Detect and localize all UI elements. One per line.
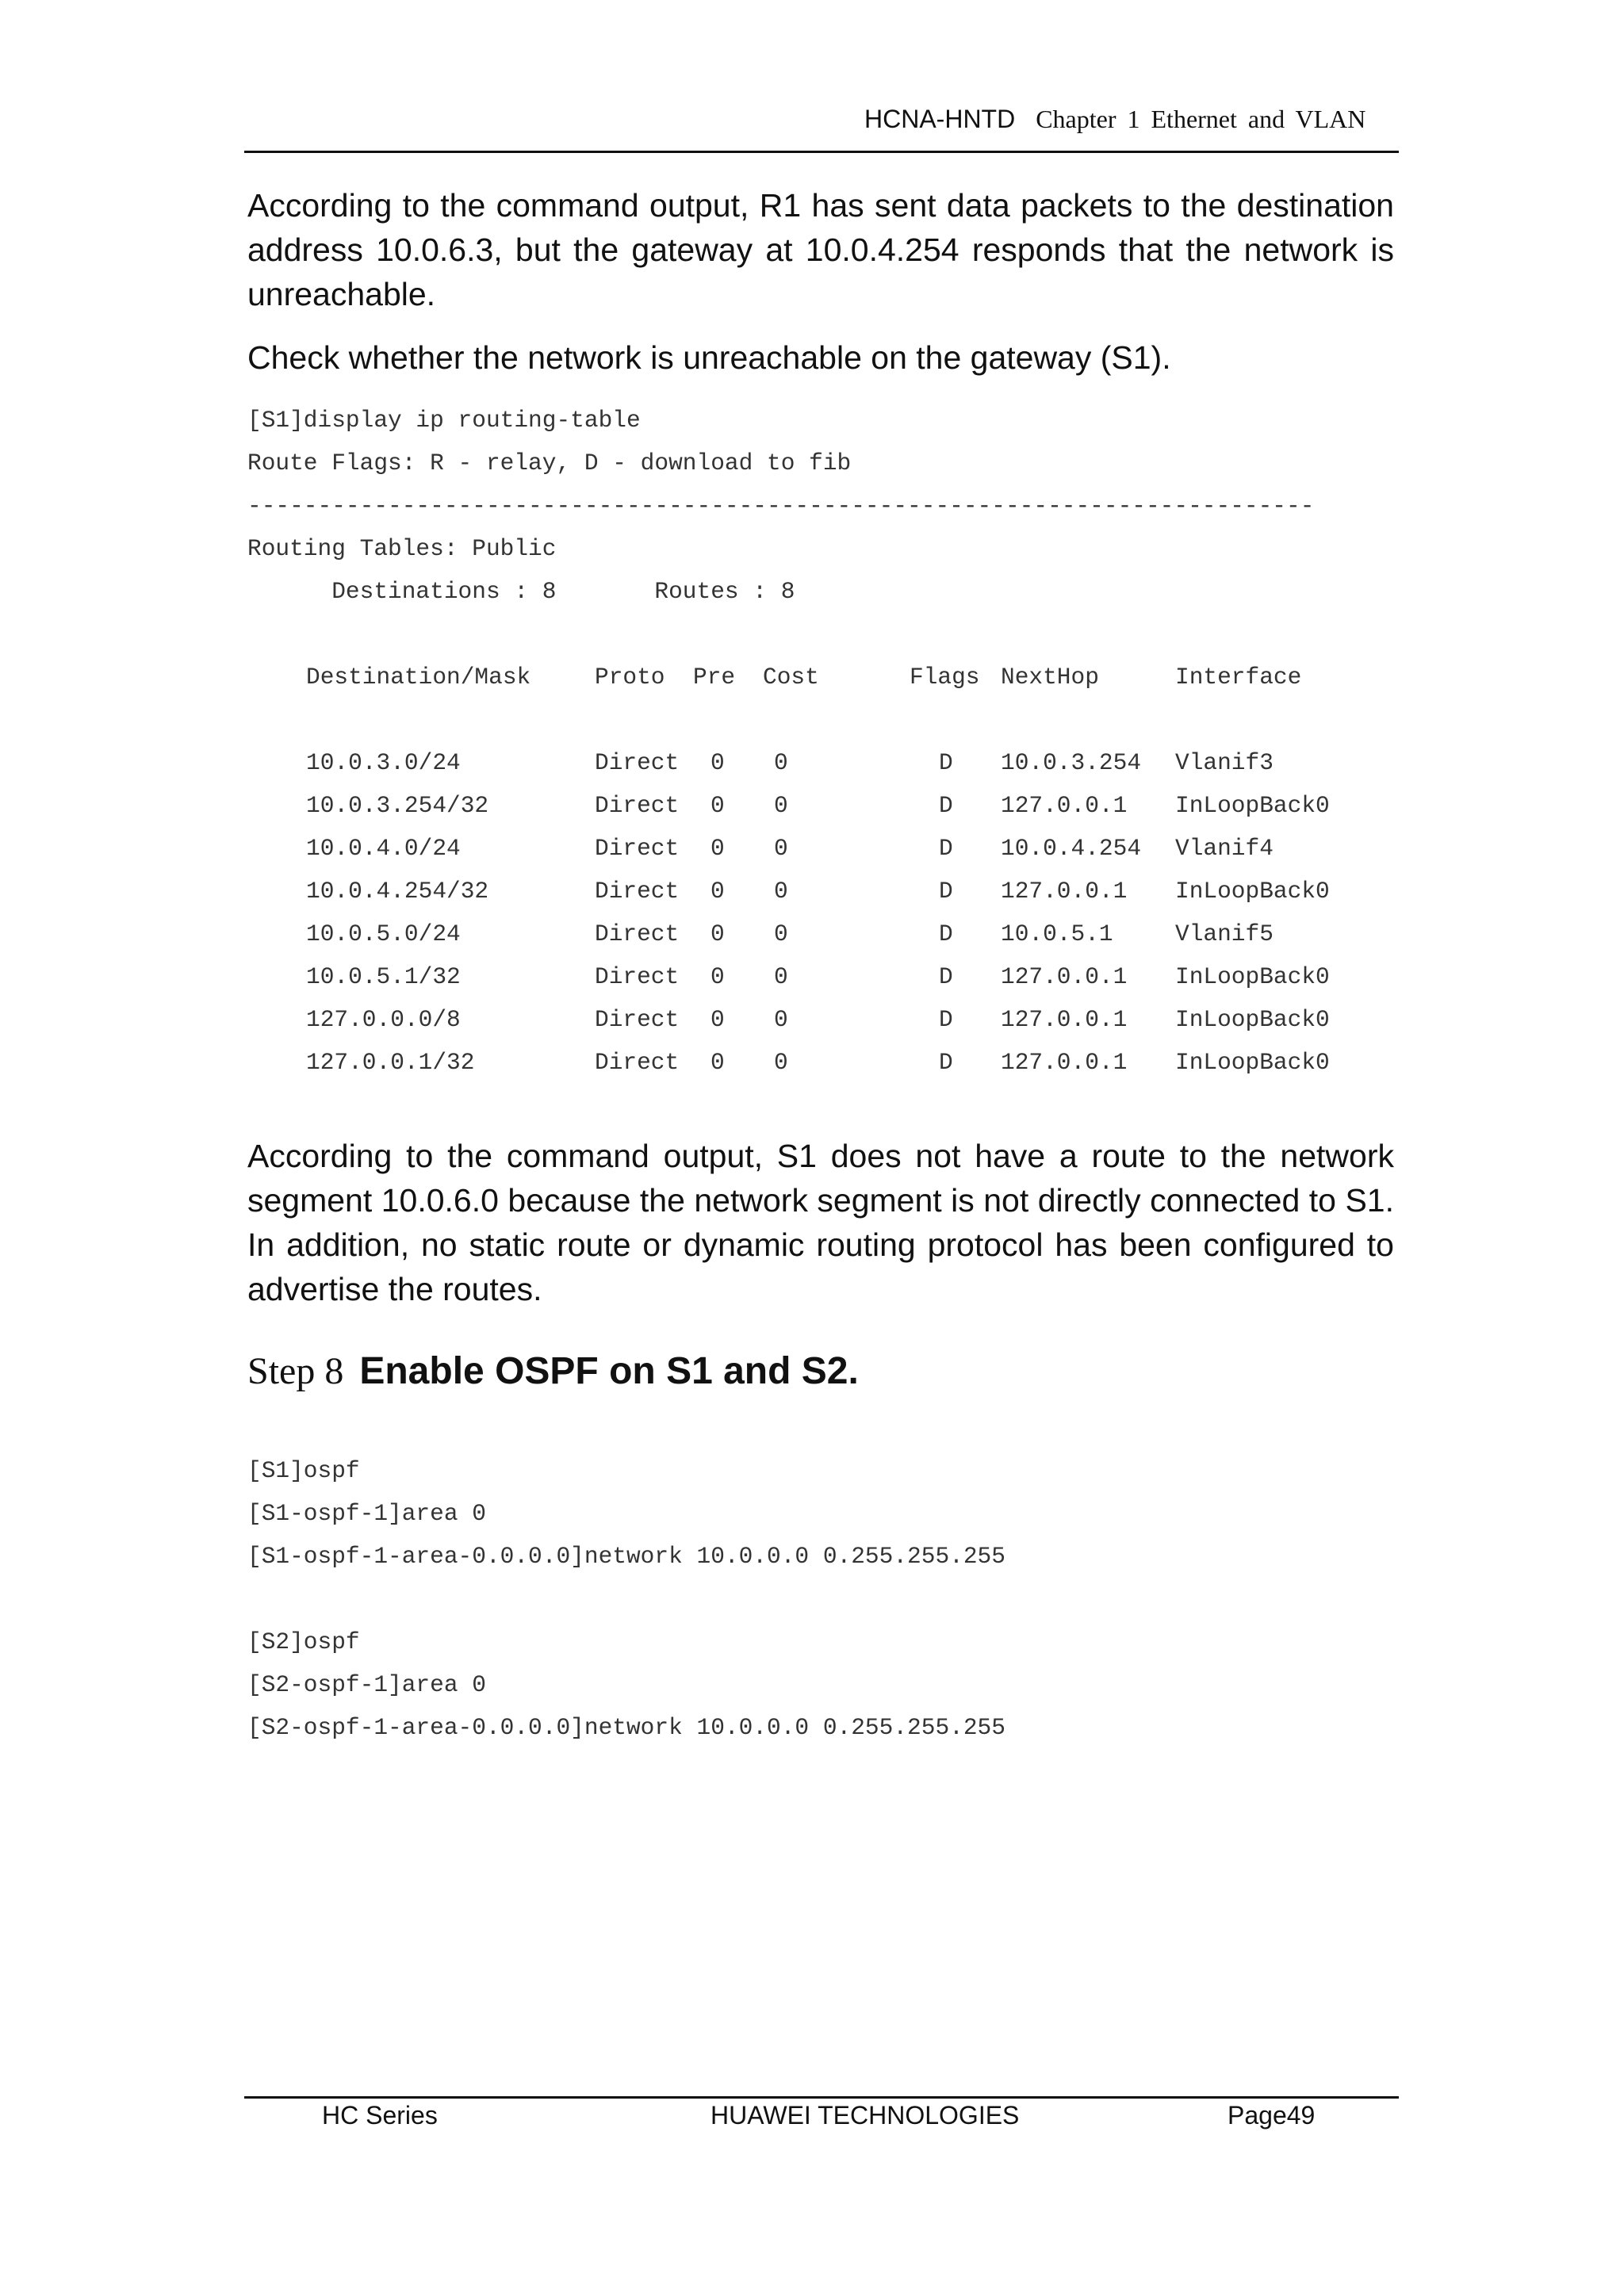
cell-nexthop: 127.0.0.1 xyxy=(1001,792,1128,819)
routing-table-header xyxy=(247,656,1397,698)
cell-flags: D xyxy=(939,920,953,947)
cell-proto: Direct xyxy=(595,749,680,776)
page-header xyxy=(864,103,1372,135)
cell-destination: 10.0.5.1/32 xyxy=(306,963,461,990)
header-pre: Pre xyxy=(693,664,736,691)
cell-flags: D xyxy=(939,792,953,819)
cell-cost: 0 xyxy=(774,920,788,947)
cell-nexthop: 127.0.0.1 xyxy=(1001,1006,1128,1033)
cell-interface: InLoopBack0 xyxy=(1175,1006,1330,1033)
cell-cost: 0 xyxy=(774,1049,788,1076)
cell-cost: 0 xyxy=(774,792,788,819)
code-block-routing-table-command: [S1]display ip routing-table Route Flags: R - relay, D - download to fib ---------------------------------------------------------------------------- Routing Tables: Public Destinations : 8 Routes : 8 xyxy=(247,407,1315,605)
cell-pre: 0 xyxy=(710,920,725,947)
paragraph-check-gateway: Check whether the network is unreachable on the gateway (S1). xyxy=(247,339,1171,376)
cell-interface: InLoopBack0 xyxy=(1175,963,1330,990)
step-heading xyxy=(247,1340,859,1403)
cell-pre: 0 xyxy=(710,835,725,862)
cell-cost: 0 xyxy=(774,963,788,990)
cell-cost: 0 xyxy=(774,749,788,776)
footer-divider xyxy=(244,2096,1399,2099)
cell-proto: Direct xyxy=(595,963,680,990)
cell-interface: InLoopBack0 xyxy=(1175,1049,1330,1076)
table-row xyxy=(247,913,1397,955)
table-row xyxy=(247,741,1397,784)
cell-flags: D xyxy=(939,1049,953,1076)
table-row xyxy=(247,784,1397,827)
cell-flags: D xyxy=(939,878,953,905)
cell-nexthop: 10.0.5.1 xyxy=(1001,920,1113,947)
cell-flags: D xyxy=(939,963,953,990)
cell-pre: 0 xyxy=(710,963,725,990)
cell-flags: D xyxy=(939,1006,953,1033)
cell-interface: InLoopBack0 xyxy=(1175,878,1330,905)
cell-nexthop: 10.0.4.254 xyxy=(1001,835,1142,862)
cell-destination: 10.0.3.0/24 xyxy=(306,749,461,776)
cell-nexthop: 10.0.3.254 xyxy=(1001,749,1142,776)
cell-destination: 10.0.3.254/32 xyxy=(306,792,489,819)
header-cost: Cost xyxy=(763,664,819,691)
cell-nexthop: 127.0.0.1 xyxy=(1001,878,1128,905)
cell-interface: Vlanif5 xyxy=(1175,920,1274,947)
cell-pre: 0 xyxy=(710,749,725,776)
cell-pre: 0 xyxy=(710,1049,725,1076)
cell-proto: Direct xyxy=(595,835,680,862)
cell-interface: InLoopBack0 xyxy=(1175,792,1330,819)
header-course-code: HCNA-HNTD xyxy=(864,105,1016,133)
cell-pre: 0 xyxy=(710,878,725,905)
cell-pre: 0 xyxy=(710,792,725,819)
header-destination: Destination/Mask xyxy=(306,664,531,691)
header-proto: Proto xyxy=(595,664,665,691)
cell-interface: Vlanif3 xyxy=(1175,749,1274,776)
code-block-ospf-config: [S1]ospf [S1-ospf-1]area 0 [S1-ospf-1-area-0.0.0.0]network 10.0.0.0 0.255.255.255 [S2]ospf [S2-ospf-1]area 0 [S2-ospf-1-area-0.0.0.0]network 10.0.0.0 0.255.255.255 xyxy=(247,1457,1005,1741)
header-nexthop: NextHop xyxy=(1001,664,1099,691)
table-row xyxy=(247,870,1397,913)
cell-destination: 10.0.5.0/24 xyxy=(306,920,461,947)
cell-cost: 0 xyxy=(774,1006,788,1033)
cell-nexthop: 127.0.0.1 xyxy=(1001,1049,1128,1076)
routing-table-body xyxy=(247,741,1397,1084)
cell-nexthop: 127.0.0.1 xyxy=(1001,963,1128,990)
cell-destination: 10.0.4.0/24 xyxy=(306,835,461,862)
header-flags: Flags xyxy=(910,664,980,691)
cell-proto: Direct xyxy=(595,792,680,819)
table-row xyxy=(247,998,1397,1041)
cell-flags: D xyxy=(939,749,953,776)
paragraph-ping-result: According to the command output, R1 has sent data packets to the destination address 10.0.6.3, but the gateway at 10.0.4.254 responds that the network is unreachable. xyxy=(247,187,1394,312)
cell-flags: D xyxy=(939,835,953,862)
cell-destination: 127.0.0.0/8 xyxy=(306,1006,461,1033)
cell-interface: Vlanif4 xyxy=(1175,835,1274,862)
cell-proto: Direct xyxy=(595,1006,680,1033)
cell-pre: 0 xyxy=(710,1006,725,1033)
step-number: Step 8 xyxy=(247,1350,344,1392)
header-interface: Interface xyxy=(1175,664,1302,691)
cell-destination: 10.0.4.254/32 xyxy=(306,878,489,905)
paragraph-no-route-explanation: According to the command output, S1 does not have a route to the network segment 10.0.6.0 because the network segment is not directly connected to S1. In addition, no static route or dynamic routing protocol has been configured to advertise the routes. xyxy=(247,1138,1394,1307)
cell-cost: 0 xyxy=(774,835,788,862)
cell-destination: 127.0.0.1/32 xyxy=(306,1049,475,1076)
cell-proto: Direct xyxy=(595,878,680,905)
header-divider xyxy=(244,151,1399,153)
table-row xyxy=(247,955,1397,998)
table-spacer xyxy=(247,698,1397,741)
footer-series: HC Series xyxy=(322,2101,438,2130)
table-row xyxy=(247,827,1397,870)
cell-proto: Direct xyxy=(595,1049,680,1076)
cell-proto: Direct xyxy=(595,920,680,947)
step-title: Enable OSPF on S1 and S2. xyxy=(359,1350,859,1392)
footer-page-number: Page49 xyxy=(1228,2101,1316,2130)
routing-table xyxy=(247,656,1397,1084)
table-row xyxy=(247,1041,1397,1084)
header-chapter-title: Chapter 1 Ethernet and VLAN xyxy=(1036,105,1366,133)
footer-company: HUAWEI TECHNOLOGIES xyxy=(710,2101,1020,2130)
cell-cost: 0 xyxy=(774,878,788,905)
